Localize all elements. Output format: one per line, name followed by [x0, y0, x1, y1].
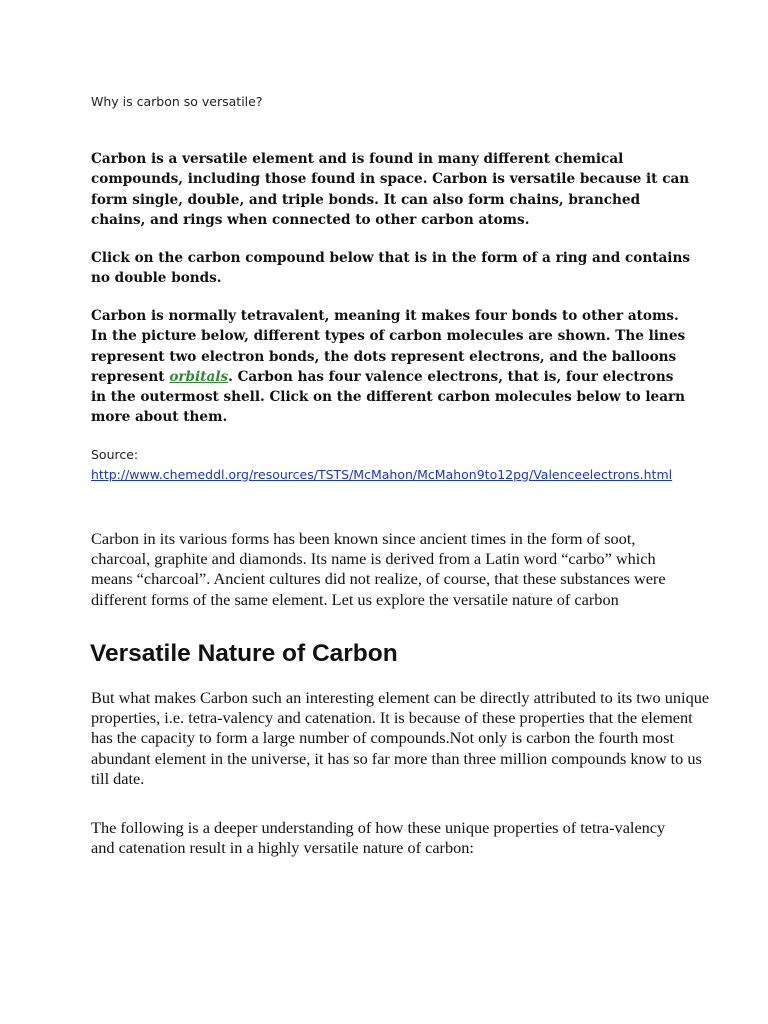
section-heading: Versatile Nature of Carbon — [90, 640, 398, 667]
properties-paragraph: But what makes Carbon such an interesting element can be directly attributed to its two unique properties, i.e. tetra-valency and catenation. It is because of these properties that the element has the capacity to form a large number of compounds.Not only is carbon the fourth most abundant element in the universe, it has so far more than three million compounds know to us till date. — [91, 688, 710, 788]
tetravalent-text-start: Carbon is normally tetravalent, meaning it makes four bonds to other atoms. In the picture below, different types of carbon molecules are shown. The lines represent two electron bonds, the dots represent electrons, and the balloons represent — [91, 308, 686, 385]
following-paragraph: The following is a deeper understanding of how these unique properties of tetra-valency and catenation result in a highly versatile nature of carbon: — [91, 818, 666, 858]
intro-paragraph: Carbon is a versatile element and is found in many different chemical compounds, including those found in space. Carbon is versatile because it can form single, double, and triple bonds. It can also form chains, branched chains, and rings when connected to other carbon atoms. — [91, 151, 690, 228]
tetravalent-paragraph — [91, 306, 691, 428]
tetravalent-text-end: . Carbon has four valence electrons, that is, four electrons in the outermost shell. Click on the different carbon molecules below to learn more about them. — [91, 368, 686, 426]
orbitals-link[interactable]: orbitals — [169, 368, 229, 385]
source-block — [91, 445, 681, 484]
source-link[interactable]: http://www.chemeddl.org/resources/TSTS/McMahon/McMahon9to12pg/Valenceelectrons.html — [91, 466, 673, 482]
history-paragraph: Carbon in its various forms has been known since ancient times in the form of soot, charcoal, graphite and diamonds. Its name is derived from a Latin word “carbo” which means “charcoal”. Ancient cultures did not realize, of course, that these substances were different forms of the same element. Let us explore the versatile nature of carbon — [91, 529, 666, 609]
question-title: Why is carbon so versatile? — [91, 94, 263, 109]
instruction-paragraph: Click on the carbon compound below that is in the form of a ring and contains no double bonds. — [91, 250, 690, 287]
source-label: Source: — [91, 447, 139, 462]
